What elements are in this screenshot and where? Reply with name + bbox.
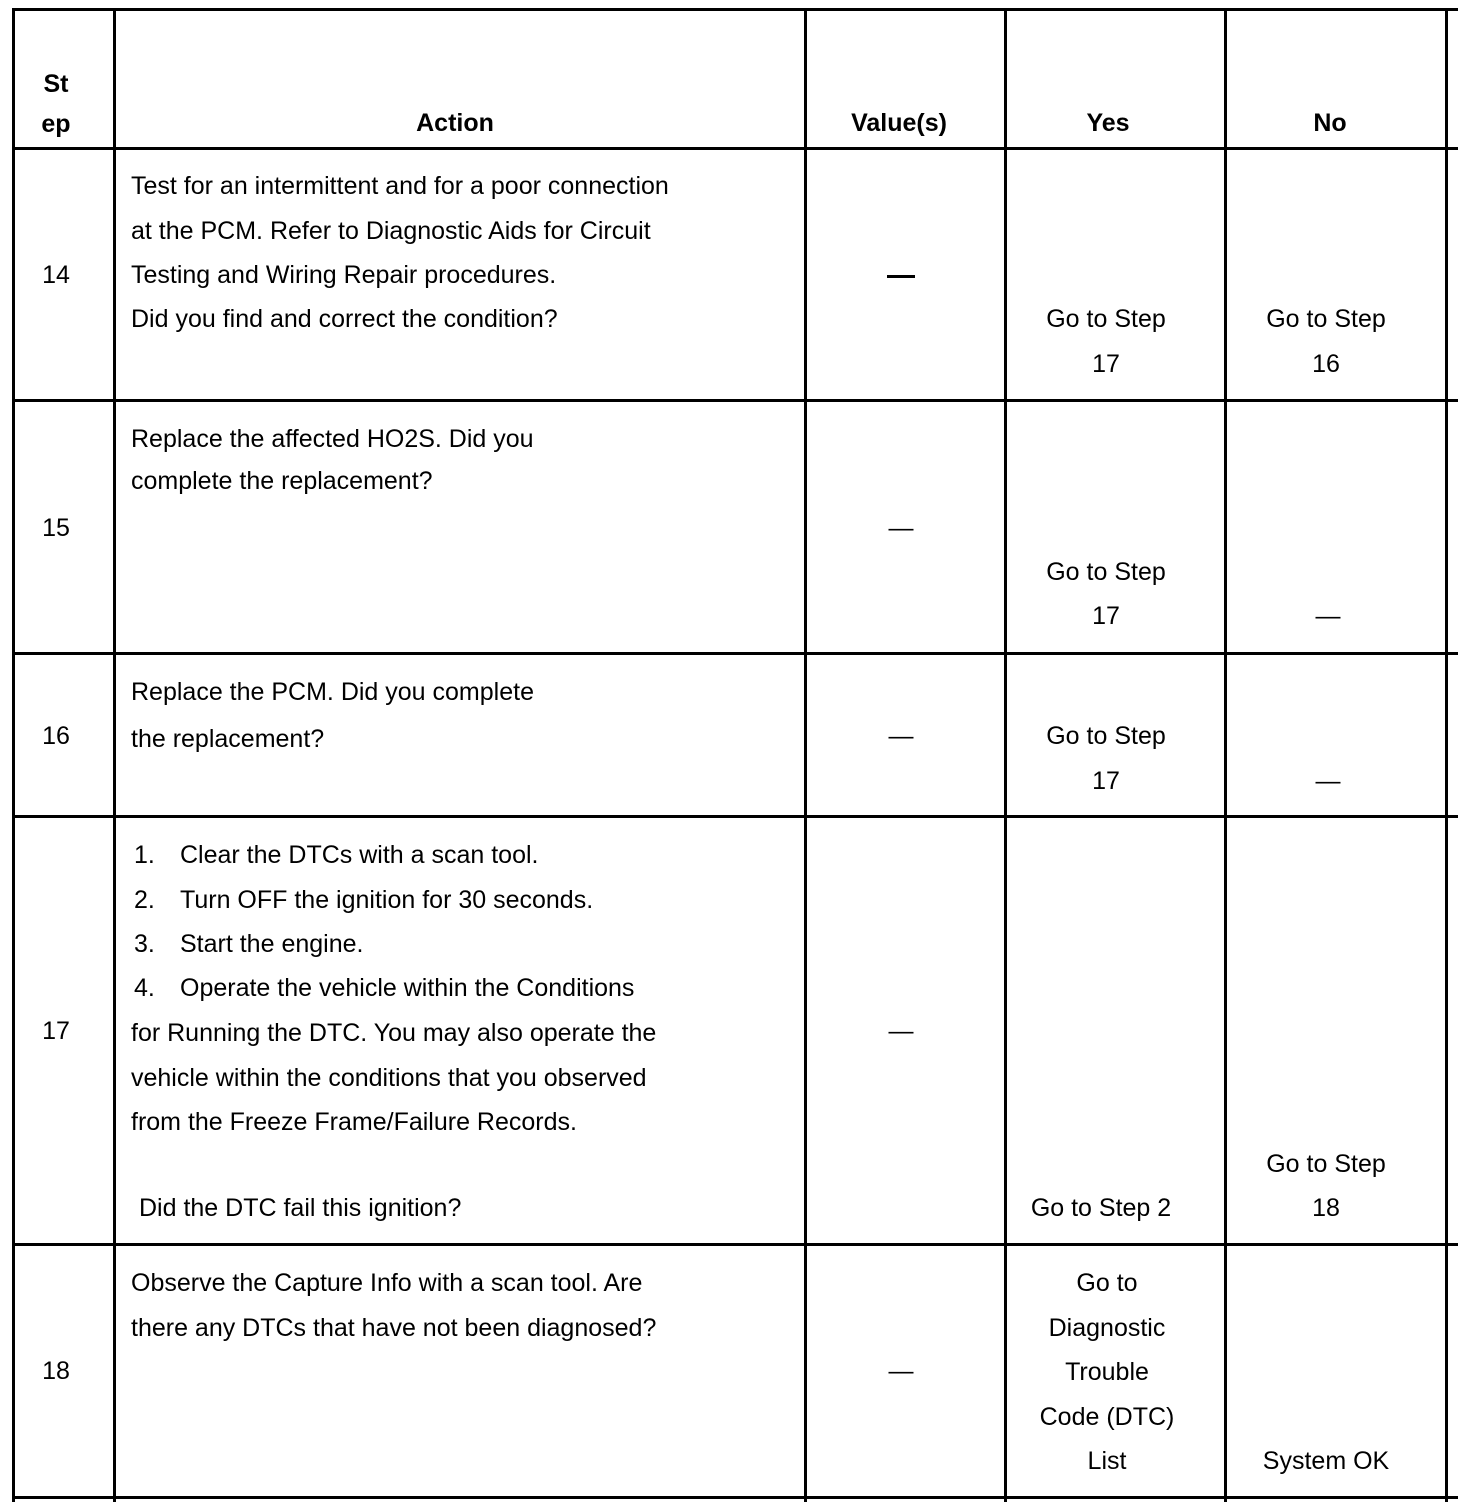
action-text: Test for an intermittent and for a poor connection (131, 172, 669, 200)
value-dash: — (888, 1017, 914, 1045)
yes-goto: Go to (1076, 1269, 1138, 1297)
action-text: at the PCM. Refer to Diagnostic Aids for Circuit (131, 217, 651, 245)
no-dash: — (1315, 767, 1341, 795)
table-border-right (1445, 8, 1448, 1502)
value-dash (887, 275, 915, 278)
table-border-bottom (12, 1496, 1458, 1499)
column-divider-values (1004, 8, 1007, 1502)
yes-goto: Go to Step (1046, 305, 1166, 333)
row-divider (12, 399, 1458, 402)
header-yes: Yes (1086, 109, 1130, 137)
list-item-text: Start the engine. (180, 930, 364, 958)
no-dash: — (1315, 602, 1341, 630)
list-item-number: 2. (134, 886, 155, 914)
yes-goto: 17 (1092, 350, 1120, 378)
table-border-top (12, 8, 1458, 11)
list-item-text: Operate the vehicle within the Conditions (180, 974, 635, 1002)
yes-goto: Trouble (1065, 1358, 1149, 1386)
list-item-text: Clear the DTCs with a scan tool. (180, 841, 539, 869)
action-text: there any DTCs that have not been diagnosed? (131, 1314, 657, 1342)
yes-goto: Code (DTC) (1039, 1403, 1175, 1431)
step-number: 14 (42, 261, 70, 289)
table-border-left (12, 8, 15, 1502)
action-text: Testing and Wiring Repair procedures. (131, 261, 557, 289)
no-goto: Go to Step (1266, 1150, 1386, 1178)
header-step: ep (41, 110, 71, 138)
header-divider (12, 147, 1458, 150)
action-question: Did the DTC fail this ignition? (139, 1194, 462, 1222)
action-text: Replace the PCM. Did you complete (131, 678, 534, 706)
action-text: Replace the affected HO2S. Did you (131, 425, 534, 453)
list-item-number: 3. (134, 930, 155, 958)
yes-goto: 17 (1092, 767, 1120, 795)
row-divider (12, 815, 1458, 818)
action-text: for Running the DTC. You may also operate the (131, 1019, 657, 1047)
list-item-number: 4. (134, 974, 155, 1002)
yes-goto: Go to Step (1046, 558, 1166, 586)
step-number: 18 (42, 1357, 70, 1385)
no-goto: 18 (1312, 1194, 1340, 1222)
yes-goto: Go to Step 2 (1030, 1194, 1172, 1222)
step-number: 16 (42, 722, 70, 750)
column-divider-yes (1224, 8, 1227, 1502)
no-result: System OK (1262, 1447, 1390, 1475)
column-divider-action (804, 8, 807, 1502)
yes-goto: Diagnostic (1048, 1314, 1166, 1342)
header-values: Value(s) (851, 109, 947, 137)
row-divider (12, 652, 1458, 655)
list-item-text: Turn OFF the ignition for 30 seconds. (180, 886, 594, 914)
no-goto: 16 (1312, 350, 1340, 378)
header-action: Action (416, 109, 494, 137)
header-no: No (1313, 109, 1347, 137)
header-step: St (43, 70, 69, 98)
yes-goto: List (1087, 1447, 1127, 1475)
action-text: from the Freeze Frame/Failure Records. (131, 1108, 577, 1136)
yes-goto: Go to Step (1046, 722, 1166, 750)
value-dash: — (888, 514, 914, 542)
step-number: 17 (42, 1017, 70, 1045)
row-divider (12, 1243, 1458, 1246)
action-text: the replacement? (131, 725, 325, 753)
no-goto: Go to Step (1266, 305, 1386, 333)
action-text: complete the replacement? (131, 467, 433, 495)
yes-goto: 17 (1092, 602, 1120, 630)
action-text: Observe the Capture Info with a scan tool. Are (131, 1269, 643, 1297)
action-text: vehicle within the conditions that you observed (131, 1064, 647, 1092)
value-dash: — (888, 722, 914, 750)
action-text: Did you find and correct the condition? (131, 305, 558, 333)
value-dash: — (888, 1357, 914, 1385)
list-item-number: 1. (134, 841, 155, 869)
step-number: 15 (42, 514, 70, 542)
column-divider-step (113, 8, 116, 1502)
